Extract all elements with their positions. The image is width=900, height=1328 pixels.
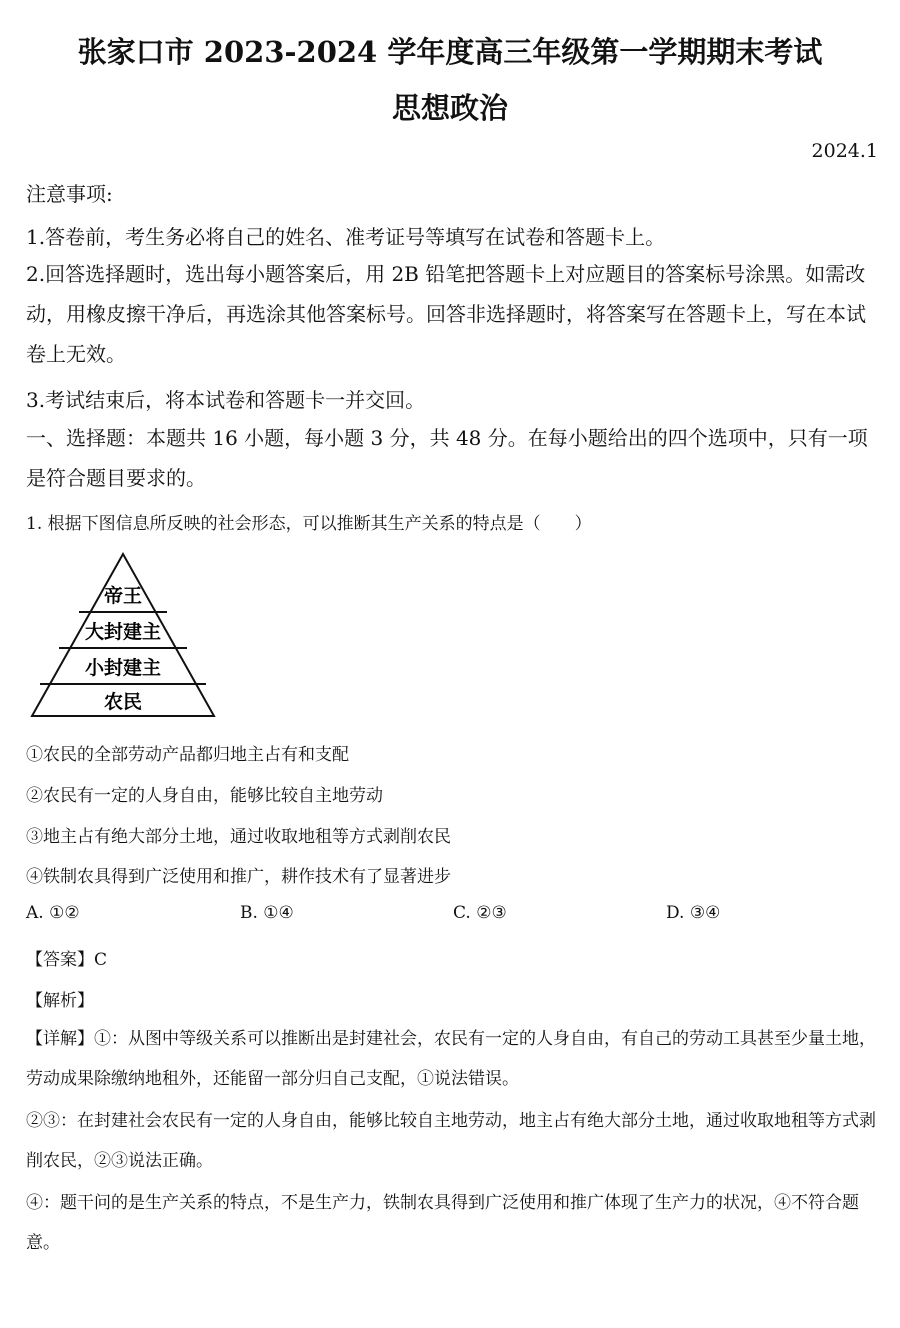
pyramid-level-emperor: 帝王 bbox=[103, 585, 143, 607]
detail-paragraph-1: 【详解】①：从图中等级关系可以推断出是封建社会，农民有一定的人身自由，有自己的劳动工具甚至少量土地，劳动成果除缴纳地租外，还能留一部分归自己支配，①说法错误。 bbox=[26, 1029, 876, 1089]
notice-heading: 注意事项: bbox=[26, 182, 113, 206]
pyramid-level-great-lords: 大封建主 bbox=[84, 621, 162, 643]
answer-line: 【答案】C bbox=[26, 950, 108, 970]
exam-date: 2024.1 bbox=[811, 140, 878, 162]
detail-paragraph-3: ④：题干问的是生产关系的特点，不是生产力，铁制农具得到广泛使用和推广体现了生产力的状况，④不符合题意。 bbox=[26, 1193, 859, 1253]
statement-1: ①农民的全部劳动产品都归地主占有和支配 bbox=[26, 745, 349, 765]
analysis-label: 【解析】 bbox=[26, 991, 94, 1011]
statement-3: ③地主占有绝大部分土地，通过收取地租等方式剥削农民 bbox=[26, 827, 451, 847]
notice-item-3: 3.考试结束后，将本试卷和答题卡一并交回。 bbox=[26, 388, 426, 412]
notice-item-2: 2.回答选择题时，选出每小题答案后，用 2B 铅笔把答题卡上对应题目的答案标号涂黑。如需改动，用橡皮擦干净后，再选涂其他答案标号。回答非选择题时，将答案写在答题卡上，写在本试卷上无效。 bbox=[26, 262, 866, 366]
question-1-stem: 1. 根据下图信息所反映的社会形态，可以推断其生产关系的特点是（ ） bbox=[26, 514, 592, 534]
exam-title: 张家口市 2023-2024 学年度高三年级第一学期期末考试 bbox=[77, 35, 823, 69]
detail-paragraph-2: ②③：在封建社会农民有一定的人身自由，能够比较自主地劳动，地主占有绝大部分土地，通过收取地租等方式剥削农民，②③说法正确。 bbox=[26, 1111, 876, 1171]
exam-subject: 思想政治 bbox=[391, 91, 508, 125]
statement-4: ④铁制农具得到广泛使用和推广，耕作技术有了显著进步 bbox=[26, 867, 451, 887]
option-b: B. ①④ bbox=[240, 903, 294, 923]
option-c: C. ②③ bbox=[453, 903, 507, 923]
pyramid-level-peasants: 农民 bbox=[103, 691, 143, 713]
option-a: A. ①② bbox=[26, 903, 80, 923]
pyramid-level-small-lords: 小封建主 bbox=[84, 657, 162, 679]
social-hierarchy-pyramid bbox=[30, 552, 216, 718]
option-d: D. ③④ bbox=[666, 903, 721, 923]
notice-item-1: 1.答卷前，考生务必将自己的姓名、准考证号等填写在试卷和答题卡上。 bbox=[26, 225, 666, 249]
statement-2: ②农民有一定的人身自由，能够比较自主地劳动 bbox=[26, 786, 383, 806]
section-1-heading: 一、选择题：本题共 16 小题，每小题 3 分，共 48 分。在每小题给出的四个选项中，只有一项是符合题目要求的。 bbox=[26, 426, 868, 490]
